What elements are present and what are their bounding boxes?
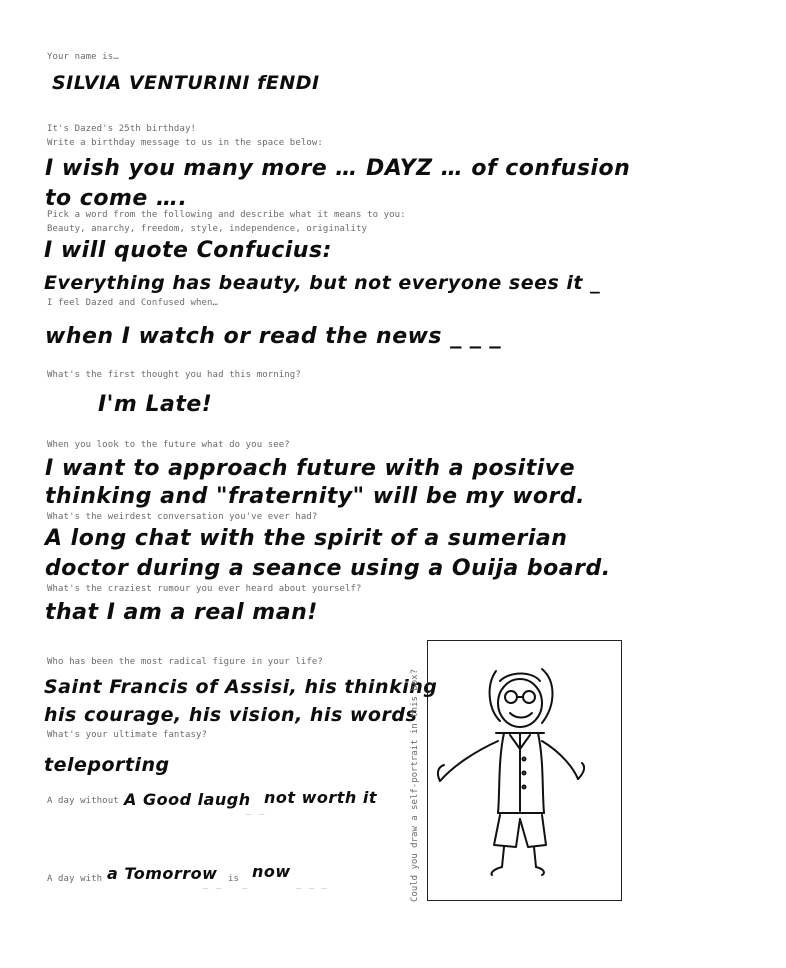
first-thought-answer: I'm Late! — [98, 392, 213, 417]
conversation-answer-line1: A long chat with the spirit of a sumerian — [45, 526, 568, 551]
word-answer-line1: I will quote Confucius: — [44, 238, 332, 263]
day-with-middle: is — [228, 874, 240, 884]
future-question: When you look to the future what do you see? — [47, 440, 290, 450]
self-portrait-drawing — [428, 641, 621, 900]
birthday-answer-line1: I wish you many more … DAYZ … of confusion — [45, 156, 631, 181]
day-with-blank2: _ — [242, 880, 249, 890]
future-answer-line2: thinking and "fraternity" will be my word. — [45, 484, 585, 509]
day-with-blank3: _ _ _ — [296, 880, 329, 890]
birthday-question-line2: Write a birthday message to us in the space below: — [47, 138, 323, 148]
radical-answer-line2: his courage, his vision, his words — [44, 704, 418, 726]
day-without-row — [47, 796, 119, 806]
self-portrait-box — [427, 640, 622, 901]
day-without-answer1: A Good laugh — [124, 790, 251, 809]
dazed-question: I feel Dazed and Confused when… — [47, 298, 219, 308]
birthday-answer-line2: to come …. — [45, 186, 188, 211]
conversation-answer-line2: doctor during a seance using a Ouija board. — [45, 556, 611, 581]
day-without-answer2: not worth it — [264, 788, 378, 807]
day-with-answer1: a Tomorrow — [107, 864, 218, 883]
future-answer-line1: I want to approach future with a positive — [45, 456, 576, 481]
dazed-answer: when I watch or read the news _ _ _ — [45, 324, 502, 349]
name-question: Your name is… — [47, 52, 119, 62]
day-without-blank1: _ _ — [246, 806, 266, 816]
radical-question: Who has been the most radical figure in your life? — [47, 657, 323, 667]
conversation-question: What's the weirdest conversation you've ever had? — [47, 512, 318, 522]
day-with-blank1: _ _ — [203, 880, 223, 890]
rumour-question: What's the craziest rumour you ever heard about yourself? — [47, 584, 362, 594]
rumour-answer: that I am a real man! — [45, 600, 318, 625]
first-thought-question: What's the first thought you had this morning? — [47, 370, 301, 380]
day-with-prefix: A day with — [47, 874, 103, 884]
word-answer-line2: Everything has beauty, but not everyone sees it _ — [44, 272, 601, 294]
word-question-line2: Beauty, anarchy, freedom, style, independence, originality — [47, 224, 368, 234]
fantasy-question: What's your ultimate fantasy? — [47, 730, 208, 740]
word-question-line1: Pick a word from the following and describe what it means to you: — [47, 210, 406, 220]
day-with-answer2: now — [252, 862, 291, 881]
birthday-question-line1: It's Dazed's 25th birthday! — [47, 124, 196, 134]
name-answer: SILVIA VENTURINI fENDI — [52, 72, 320, 94]
portrait-prompt: Could you draw a self-portrait in this box? — [410, 669, 420, 902]
fantasy-answer: teleporting — [44, 754, 170, 776]
day-without-prefix: A day without — [47, 796, 119, 806]
radical-answer-line1: Saint Francis of Assisi, his thinking — [44, 676, 438, 698]
